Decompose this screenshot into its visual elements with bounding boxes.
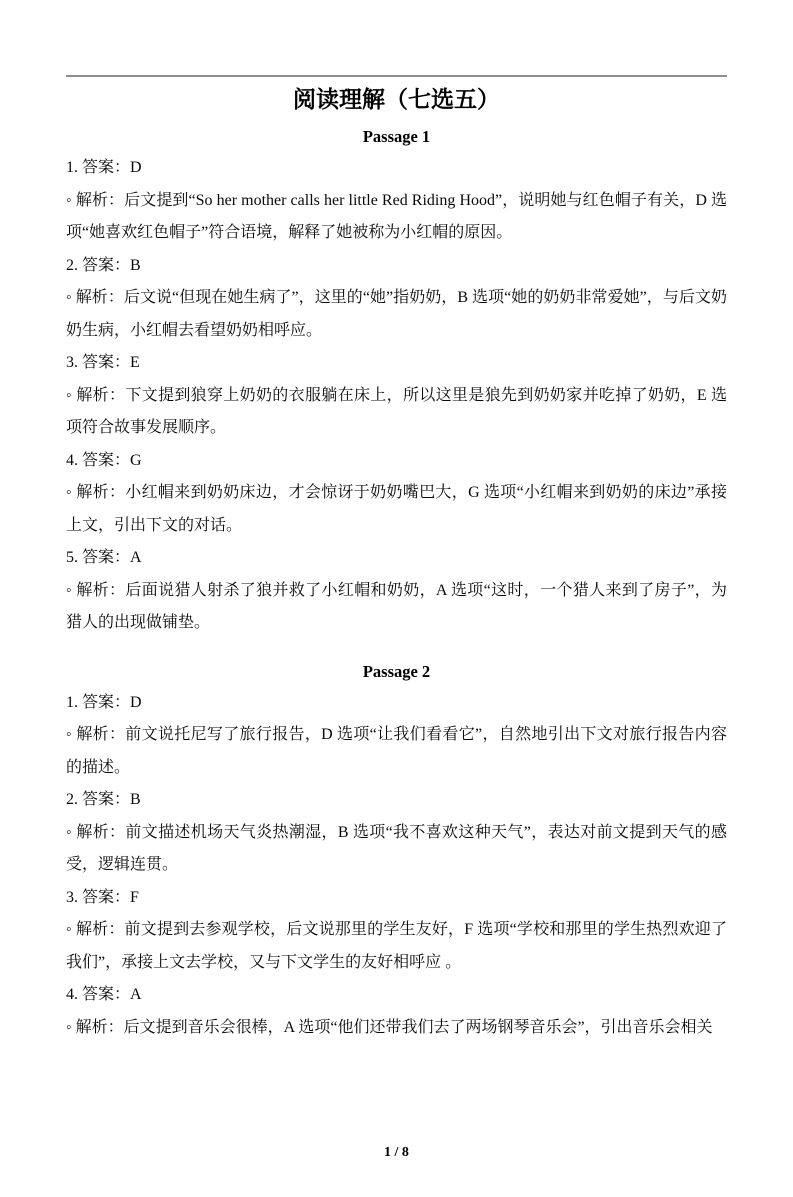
page-number: 1 / 8 <box>384 1145 409 1160</box>
analysis-line: ◦ 解析：前文说托尼写了旅行报告，D 选项“让我们看看它”，自然地引出下文对旅行报告内容的描述。 <box>66 726 727 776</box>
passage-1-heading: Passage 1 <box>362 127 431 146</box>
answer-line: 3. 答案：F <box>66 888 139 906</box>
passage-1-body <box>66 152 727 640</box>
analysis-line: ◦ 解析：下文提到狼穿上奶奶的衣服躺在床上，所以这里是狼先到奶奶家并吃掉了奶奶，E 选项符合故事发展顺序。 <box>66 386 727 436</box>
page-title: 阅读理解（七选五） <box>293 87 500 112</box>
page-content <box>0 75 793 1044</box>
passage-2-body <box>66 687 727 1045</box>
answer-line: 2. 答案：B <box>66 791 141 808</box>
passage-2-heading: Passage 2 <box>362 661 431 681</box>
answer-line: 4. 答案：G <box>66 451 142 469</box>
analysis-line: ◦ 解析：小红帽来到奶奶床边，才会惊讶于奶奶嘴巴大，G 选项“小红帽来到奶奶的床边”承接上文，引出下文的对话。 <box>66 484 727 534</box>
analysis-line: ◦ 解析：前文提到去参观学校，后文说那里的学生友好，F 选项“学校和那里的学生热烈欢迎了我们”，承接上文去学校，又与下文学生的友好相呼应 。 <box>66 921 727 971</box>
answer-line: 1. 答案：D <box>66 693 142 711</box>
answer-line: 3. 答案：E <box>66 354 140 371</box>
answer-line: 2. 答案：B <box>66 256 141 274</box>
analysis-line: ◦ 解析：后文提到音乐会很棒，A 选项“他们还带我们去了两场钢琴音乐会”，引出音乐会相关 <box>66 1018 713 1036</box>
answer-line: 1. 答案：D <box>66 159 142 176</box>
document-page <box>0 75 793 1197</box>
answer-line: 4. 答案：A <box>66 986 142 1003</box>
analysis-line: ◦ 解析：前文描述机场天气炎热潮湿，B 选项“我不喜欢这种天气”，表达对前文提到天气的感受，逻辑连贯。 <box>66 823 727 873</box>
analysis-line: ◦ 解析：后面说猎人射杀了狼并救了小红帽和奶奶，A 选项“这时，一个猎人来到了房子”，为猎人的出现做铺垫。 <box>66 581 727 631</box>
analysis-line: ◦ 解析：后文说“但现在她生病了”，这里的“她”指奶奶，B 选项“她的奶奶非常爱她”，与后文奶奶生病，小红帽去看望奶奶相呼应。 <box>66 289 727 339</box>
answer-line: 5. 答案：A <box>66 549 142 566</box>
header-divider <box>66 75 727 77</box>
analysis-line: ◦ 解析：后文提到“So her mother calls her little Red Riding Hood”，说明她与红色帽子有关，D 选项“她喜欢红色帽子”符合语境，解释了她被称为小红帽的原因。 <box>66 191 727 241</box>
